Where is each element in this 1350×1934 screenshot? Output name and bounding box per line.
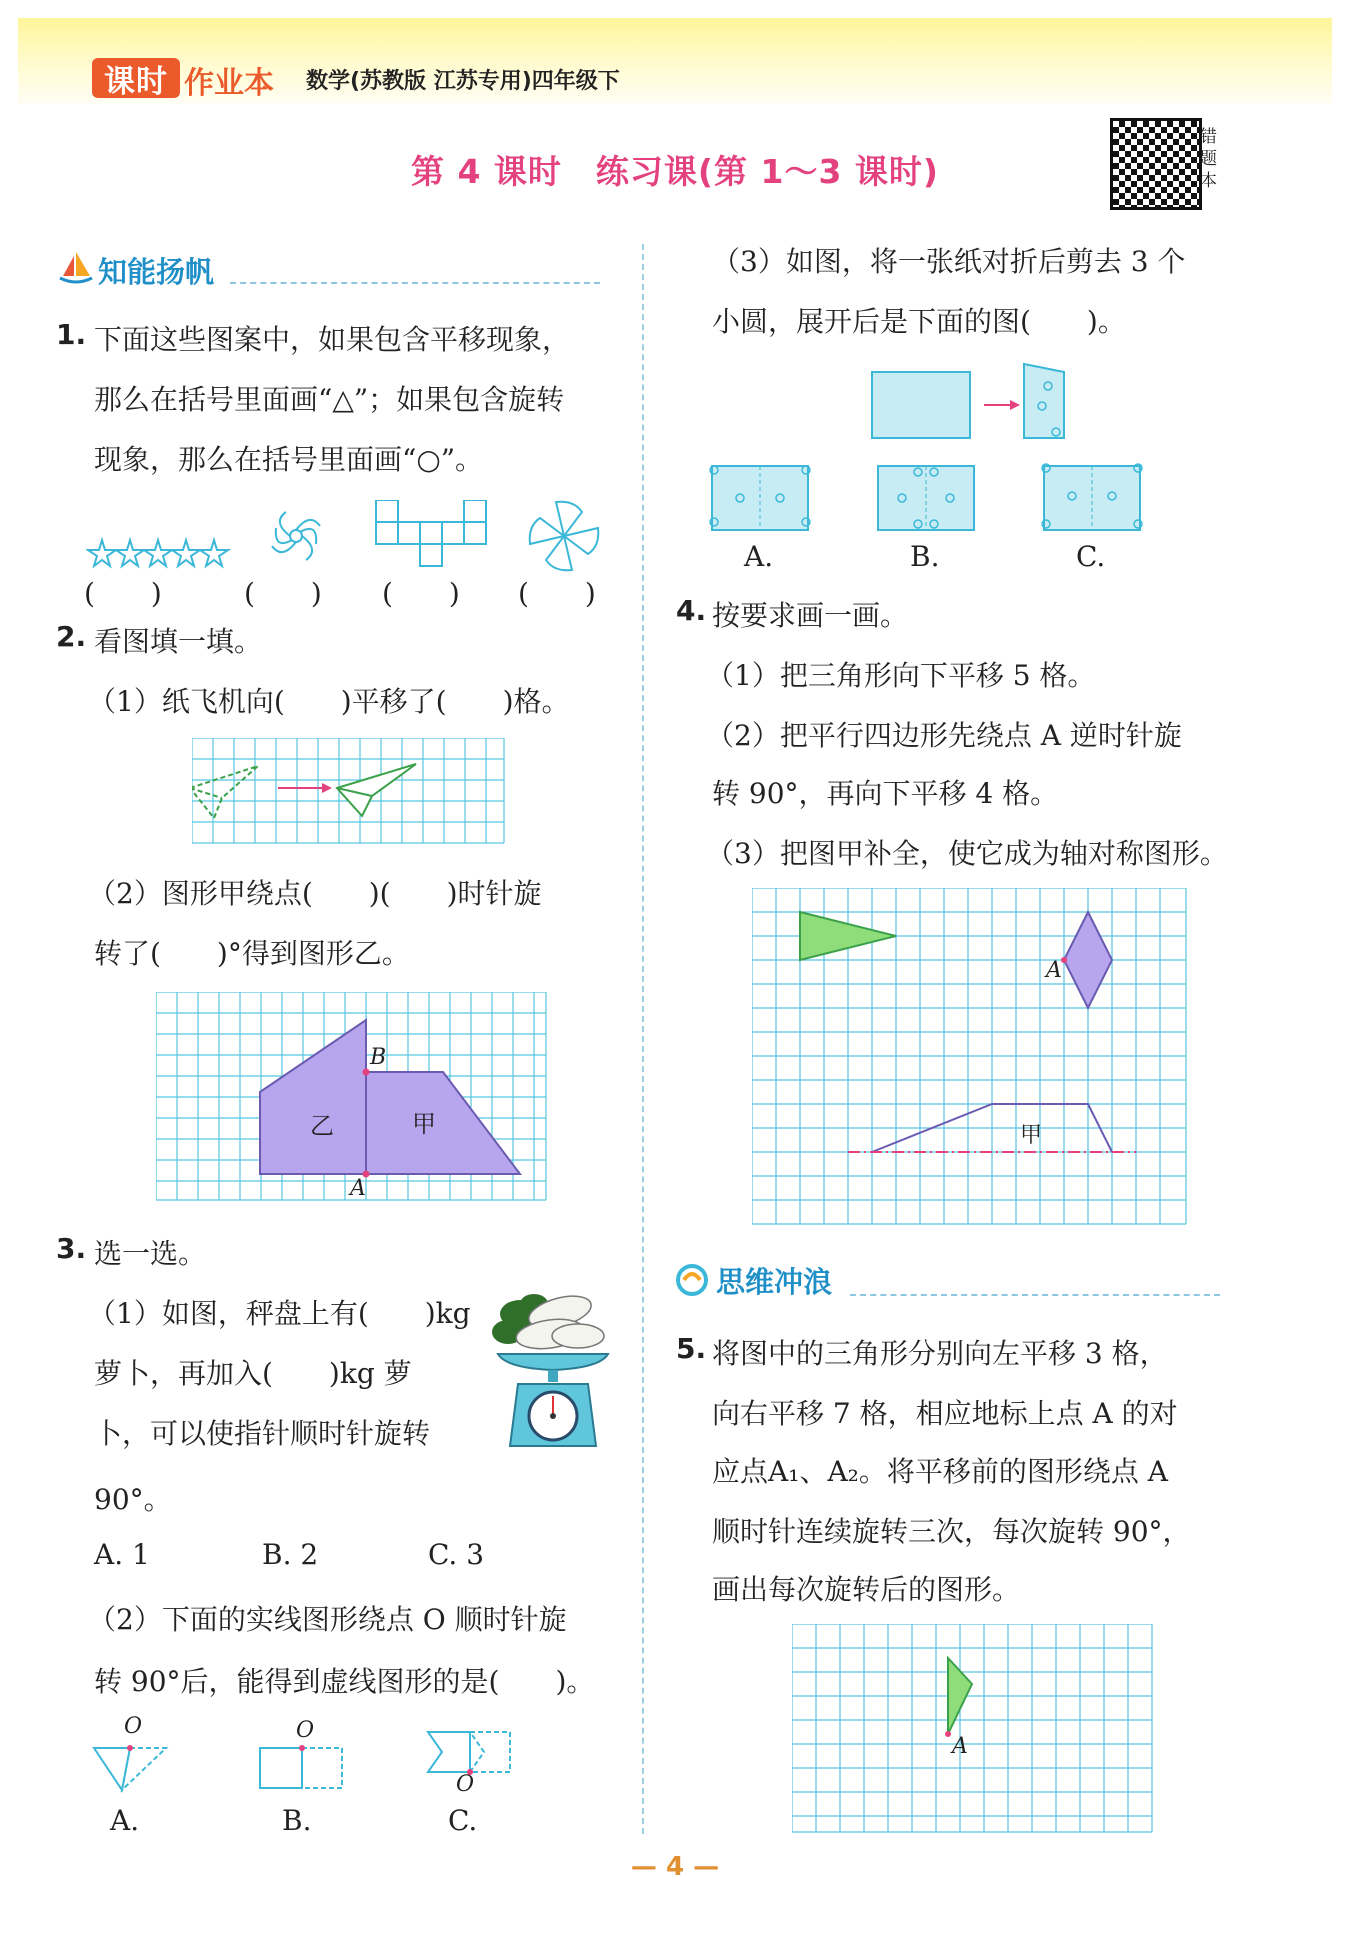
q5-line-4: 顺时针连续旋转三次，每次旋转 90°， [712,1515,1191,1548]
q3-p3-opt-c[interactable]: C. [1076,540,1106,573]
section-title-zhineng: 知能扬帆 [98,255,215,289]
q5-line-1: 将图中的三角形分别向左平移 3 格， [712,1337,1168,1370]
qr-code-icon[interactable] [1110,118,1202,210]
label-a-q5: A [952,1734,968,1759]
q3-part1-line1: （1）如图，秤盘上有( )kg [88,1297,471,1330]
q4-part1: （1）把三角形向下平移 5 格。 [706,659,1096,692]
lesson-title: 第 4 课时 练习课(第 1～3 课时) [410,152,939,191]
paper-folded [1024,364,1064,438]
q3-p2-opt-c[interactable]: C. [448,1804,478,1837]
label-jia: 甲 [412,1110,436,1138]
q3-part3-line1: （3）如图，将一张纸对折后剪去 3 个 [712,245,1186,278]
option-c-figure [428,1732,510,1775]
label-o-c: O [456,1772,475,1797]
option-b-figure [260,1745,342,1788]
logo-badge: 课时 [92,58,180,98]
wave-icon [674,1262,710,1298]
spiral-pattern [272,512,320,560]
q3-part3-line2: 小圆，展开后是下面的图( )。 [712,305,1126,338]
q1-answer-blank-2[interactable]: ( ) [244,577,322,610]
drawing-grid [752,888,1188,1228]
q4-part2-line1: （2）把平行四边形先绕点 A 逆时针旋 [706,719,1182,752]
q3-opt-b[interactable]: B. 2 [262,1538,319,1571]
column-divider [642,244,644,1834]
q3-title: 选一选。 [94,1237,207,1270]
q3-part2-line2: 转 90°后，能得到虚线图形的是( )。 [94,1665,595,1698]
page-number: — 4 — [630,1852,720,1882]
squares-pattern [376,500,486,566]
q3-p3-opt-a[interactable]: A. [744,540,774,573]
shape-jia [366,1072,520,1174]
section-underline [230,282,600,284]
q4-part3: （3）把图甲补全，使它成为轴对称图形。 [706,837,1228,870]
plane-dashed [192,766,258,818]
shape-yi [260,1020,366,1174]
scale-with-radish-icon [490,1284,616,1454]
q4-title: 按要求画一画。 [712,599,909,632]
q1-line-1: 下面这些图案中，如果包含平移现象， [94,323,571,356]
q2-part2-line1: （2）图形甲绕点( )( )时针旋 [88,877,542,910]
pinwheel-pattern [530,502,599,571]
paper-fold-figures [706,356,1156,536]
sailboat-icon [58,250,94,286]
label-jia-q4: 甲 [1020,1123,1043,1148]
option-a-figure [94,1745,166,1790]
point-a [945,1731,951,1737]
label-a: A [350,1176,366,1201]
book-subtitle: 数学(苏教版 江苏专用)四年级下 [306,69,620,94]
q2-title: 看图填一填。 [94,625,263,658]
rotation-grid [156,992,548,1202]
paper-plane-grid [192,738,510,846]
q3-p2-opt-a[interactable]: A. [110,1804,140,1837]
q3-opt-c[interactable]: C. 3 [428,1538,485,1571]
q1-answer-blank-3[interactable]: ( ) [382,577,460,610]
paper-full [872,372,970,438]
parallelogram [1064,912,1112,1008]
q3-part1-line3: 卜，可以使指针顺时针旋转 [94,1417,431,1450]
q2-part1: （1）纸飞机向( )平移了( )格。 [88,685,570,718]
option-b-paper [878,466,974,530]
question-number: 3. [56,1232,87,1265]
qr-label: 错题本 [1200,127,1217,191]
label-yi: 乙 [310,1112,334,1140]
label-a-q4: A [1046,958,1062,983]
q5-line-2: 向右平移 7 格，相应地标上点 A 的对 [712,1397,1178,1430]
question-number: 5. [676,1332,707,1365]
q1-line-2: 那么在括号里面画“△”；如果包含旋转 [94,383,565,416]
q1-line-3: 现象，那么在括号里面画“○”。 [94,443,484,476]
q3-part2-line1: （2）下面的实线图形绕点 O 顺时针旋 [88,1603,567,1636]
q3-p3-opt-b[interactable]: B. [910,540,940,573]
option-c-paper [1042,464,1142,530]
q5-grid [792,1624,1156,1836]
q3-part1-line2: 萝卜，再加入( )kg 萝 [94,1357,412,1390]
stars-pattern [88,540,228,566]
point-b [363,1069,370,1076]
q1-answer-blank-1[interactable]: ( ) [84,577,162,610]
label-o-a: O [124,1714,143,1739]
label-o-b: O [296,1718,315,1743]
q5-line-3: 应点A₁、A₂。将平移前的图形绕点 A [712,1455,1169,1488]
q3-part1-line4: 90°。 [94,1483,172,1516]
question-number: 1. [56,318,87,351]
logo-text: 作业本 [184,66,274,101]
question-number: 2. [56,620,87,653]
q1-answer-blank-4[interactable]: ( ) [518,577,596,610]
plane-solid [337,764,416,816]
q5-line-5: 画出每次旋转后的图形。 [712,1573,1021,1606]
section-title-siwei: 思维冲浪 [716,1265,833,1299]
q3-opt-a[interactable]: A. 1 [94,1538,150,1571]
q3-p2-opt-b[interactable]: B. [282,1804,312,1837]
section-underline [850,1294,1220,1296]
q4-part2-line2: 转 90°，再向下平移 4 格。 [712,777,1059,810]
q2-part2-line2: 转了( )°得到图形乙。 [94,937,410,970]
question-number: 4. [676,594,707,627]
option-a-paper [710,466,810,530]
arrow-right [278,783,332,793]
label-b: B [370,1045,387,1070]
